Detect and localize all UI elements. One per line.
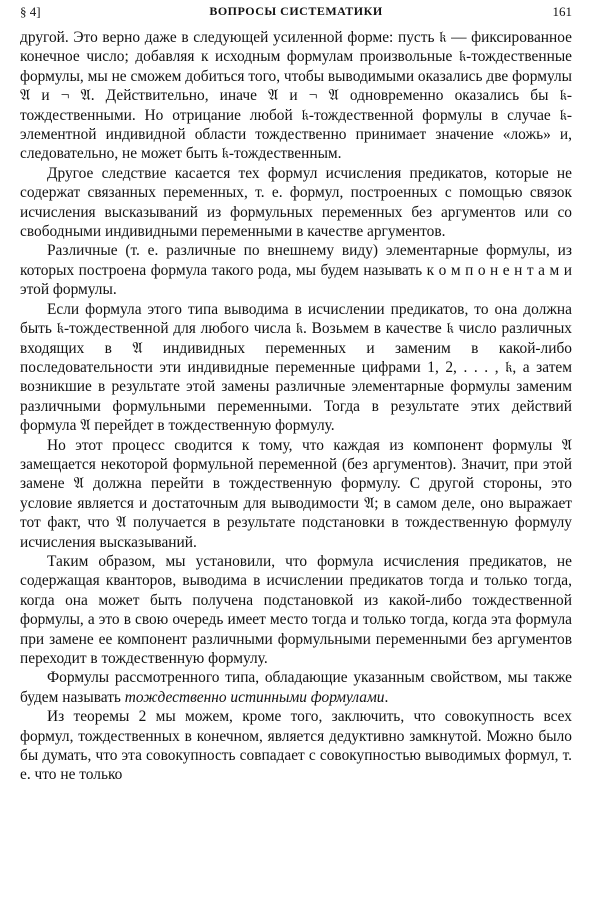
running-title: ВОПРОСЫ СИСТЕМАТИКИ	[209, 4, 383, 18]
paragraph-text: Формулы рассмотренного типа, обладающие указанным свойством, мы также будем называть	[20, 669, 572, 706]
section-reference: § 4]	[20, 4, 41, 19]
paragraph: Различные (т. е. различные по внешнему виду) элементарные формулы, из которых построена формула такого рода, мы будем называть к о м п о н е н т а м и этой формулы.	[20, 242, 572, 299]
page-body	[20, 28, 572, 785]
page-number: 161	[552, 4, 572, 19]
paragraph: Другое следствие касается тех формул исчисления предикатов, которые не содержат связанных переменных, т. е. формул, построенных с помощью связок исчисления высказываний из формульных переменных без аргументов или со свободными индивидными переменными в качестве аргументов.	[20, 164, 572, 241]
paragraph: другой. Это верно даже в следующей усиленной форме: пусть 𝔨 — фиксированное конечное число; добавляя к исходным формулам произвольные 𝔨-тождественные формулы, мы не сможем добиться того, чтобы выводимыми оказались две формулы 𝔄 и ¬ 𝔄. Действительно, иначе 𝔄 и ¬ 𝔄 одновременно оказались бы 𝔨-тождественными. Но отрицание любой 𝔨-тождественной формулы в случае 𝔨-элементной индивидной области тождественно принимает значение «ложь» и, следовательно, не может быть 𝔨-тождественным.	[20, 29, 572, 163]
running-header	[20, 4, 572, 24]
paragraph: Но этот процесс сводится к тому, что каждая из компонент формулы 𝔄 замещается некоторой формульной переменной (без аргументов). Значит, при этой замене 𝔄 должна перейти в тождественную формулу. С другой стороны, это условие является и достаточным для выводимости 𝔄; в самом деле, оно выражает тот факт, что 𝔄 получается в результате подстановки в тождественную формулу исчисления высказываний.	[20, 436, 572, 551]
paragraph: Таким образом, мы установили, что формула исчисления предикатов, не содержащая кванторов, выводима в исчислении предикатов тогда и только тогда, когда она может быть получена подстановкой из какой-либо тождественной формулы, а это в свою очередь имеет место тогда и только тогда, когда эта формула при замене ее компонент различными формульными переменными без аргументов переходит в тождественную формулу.	[20, 552, 572, 667]
paragraph-text: .	[384, 688, 389, 706]
paragraph: Из теоремы 2 мы можем, кроме того, заключить, что совокупность всех формул, тождественных в конечном, является дедуктивно замкнутой. Можно было бы думать, что эта совокупность совпадает с совокупностью выводимых формул, т. е. что не только	[20, 708, 572, 784]
paragraph	[20, 668, 572, 707]
italic-term: тождественно истинными формулами	[124, 688, 385, 706]
paragraph: Если формула этого типа выводима в исчислении предикатов, то она должна быть 𝔨-тождественной для любого числа 𝔨. Возьмем в качестве 𝔨 число различных входящих в 𝔄 индивидных переменных и заменим в какой-либо последовательности эти индивидные переменные цифрами 1, 2, . . . , 𝔨, а затем возникшие в результате этой замены различные элементарные формулы заменим различными формульными переменными. Тогда в результате этих действий формула 𝔄 перейдет в тождественную формулу.	[20, 300, 572, 435]
